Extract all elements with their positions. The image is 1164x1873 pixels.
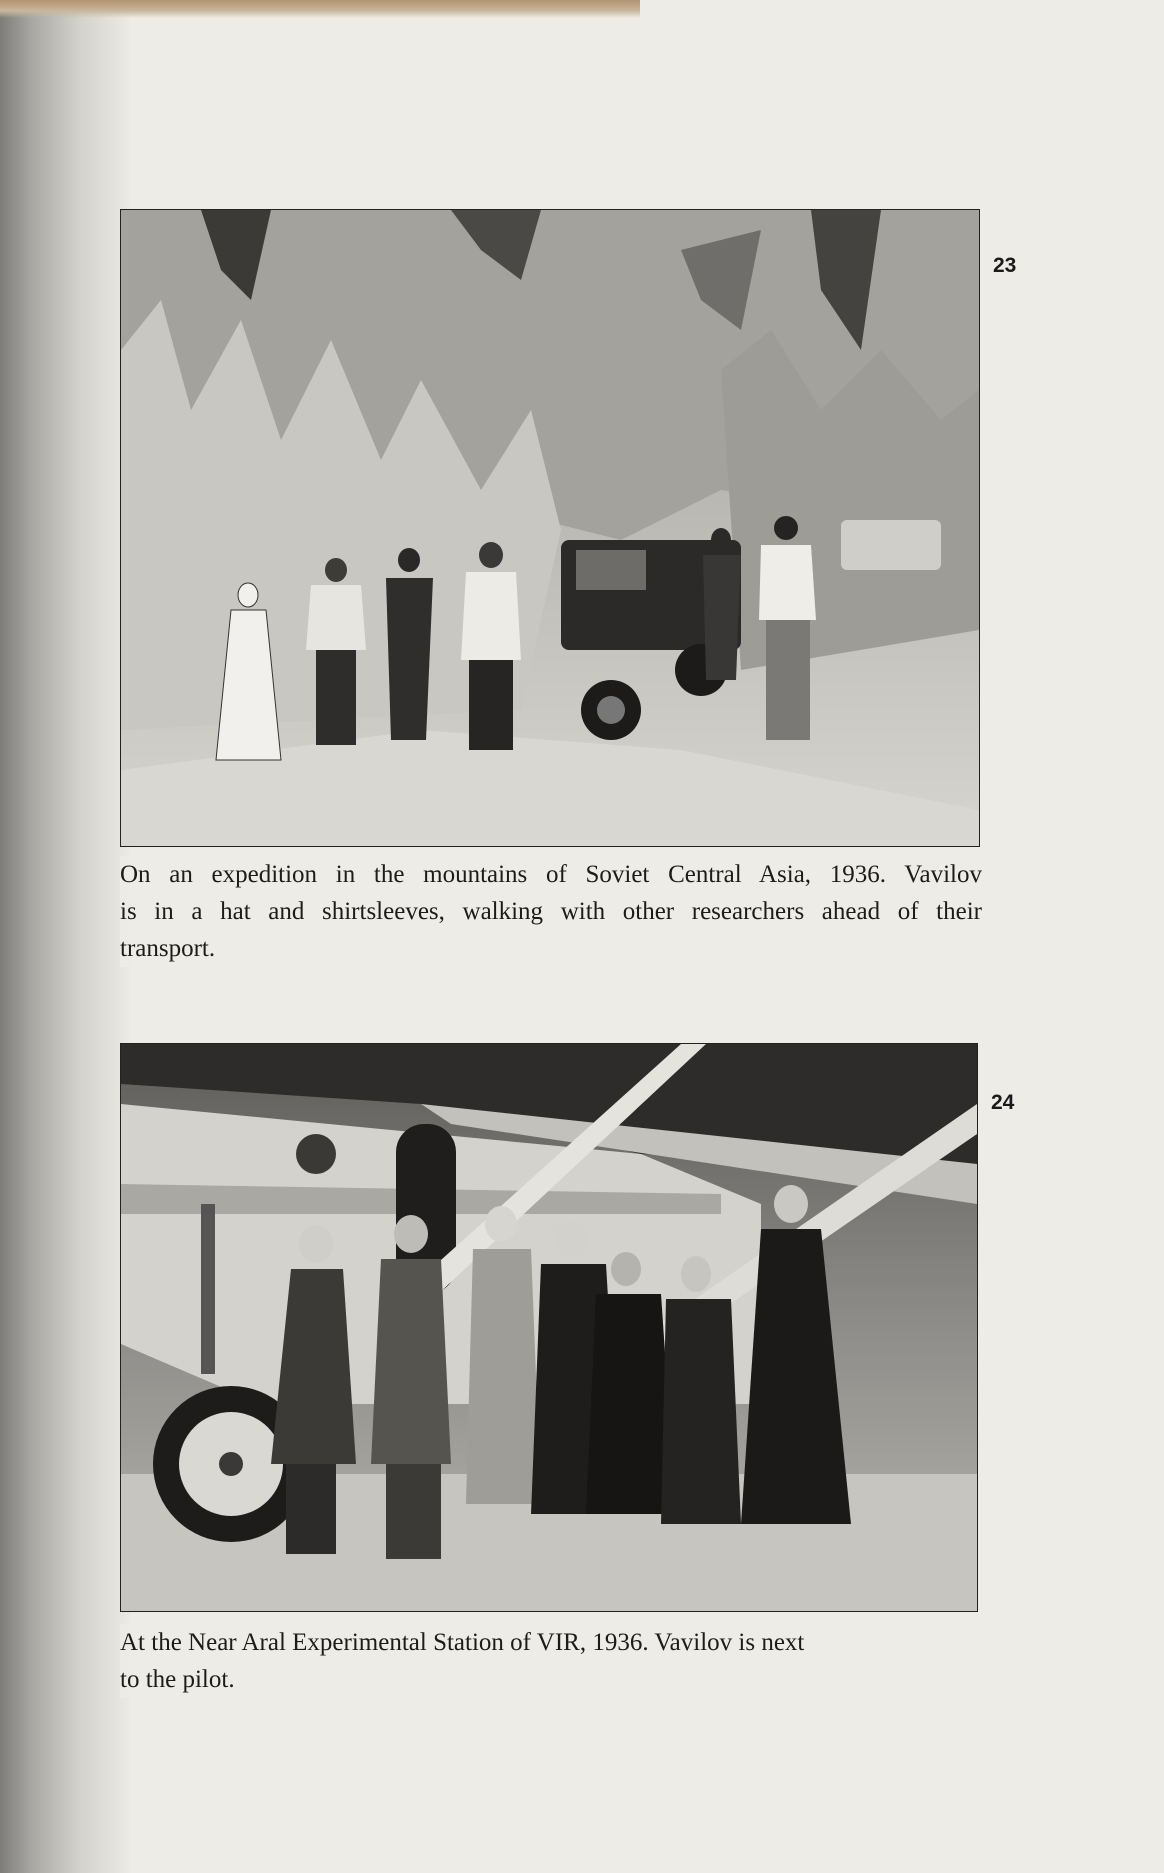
caption-line: On an expedition in the mountains of Soviet Central Asia, 1936. Vavilov [120, 856, 982, 893]
book-gutter-shadow [0, 0, 130, 1873]
airplane-group-photo [120, 1043, 978, 1612]
photo-caption [120, 856, 982, 967]
caption-line: is in a hat and shirtsleeves, walking with other researchers ahead of their [120, 893, 982, 930]
plate-number: 23 [993, 254, 1017, 277]
caption-line: to the pilot. [120, 1661, 920, 1698]
plate-number: 24 [991, 1091, 1015, 1114]
page-edge [0, 0, 640, 18]
photo-caption [120, 1624, 920, 1698]
caption-line: At the Near Aral Experimental Station of VIR, 1936. Vavilov is next [120, 1624, 920, 1661]
expedition-photo [120, 209, 980, 847]
caption-line: transport. [120, 930, 982, 967]
